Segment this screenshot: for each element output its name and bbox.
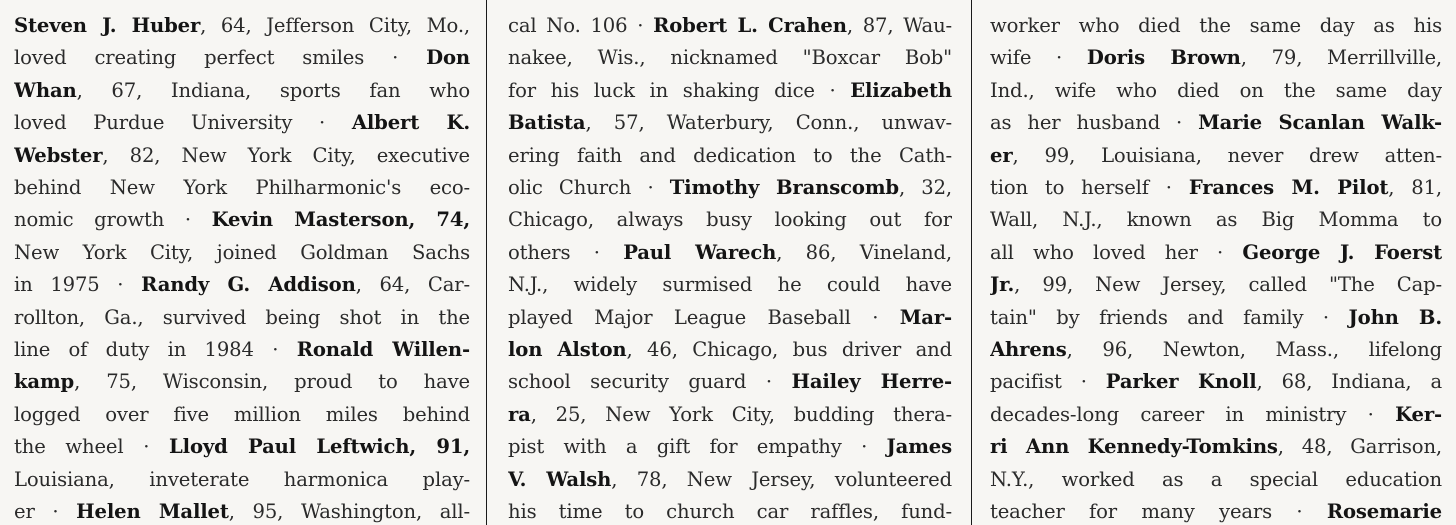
obituary-text: for his luck in shaking dice · [508,78,851,102]
obituary-text: , 25, New York City, budding thera- [530,402,952,426]
text-line [14,139,470,172]
text-line [990,301,1442,334]
obituary-name: George J. Foerst [1242,240,1442,264]
text-line [990,139,1442,172]
text-line [990,74,1442,107]
text-line [508,106,952,139]
obituary-text: as her husband · [990,111,1199,135]
obituary-text: rollton, Ga., survived being shot in the [14,305,470,329]
text-line [990,268,1442,301]
text-line [14,333,470,366]
text-line [14,74,470,107]
obituary-name: Lloyd Paul Leftwich, 91, [169,435,470,459]
text-line [14,9,470,42]
obituary-name: Frances M. Pilot [1188,176,1389,199]
obituary-name: Steven J. Huber [14,14,201,37]
obituary-text: , 32, [898,176,952,199]
obituary-text: Wall, N.J., known as Big Momma to [990,208,1442,232]
text-line [508,74,952,107]
obituary-text: logged over five million miles behind [14,402,470,426]
obituary-text: pacifist · [990,370,1106,394]
obituary-name: Helen Mallet [76,500,229,523]
obituary-name: V. Walsh [508,467,612,491]
obituary-text: others · [508,240,624,264]
obituary-text: his time to church car raffles, fund- [508,500,952,523]
obituary-name: Elizabeth [850,78,952,102]
obituary-name: Jr. [990,273,1015,297]
obituary-text: school security guard · [508,370,792,394]
text-line [14,495,470,525]
obituary-text: , 82, New York City, executive [102,143,470,167]
obituary-text: pist with a gift for empathy · [508,435,887,459]
text-line [990,171,1442,204]
text-line [990,365,1442,398]
obituary-text: Chicago, always busy looking out for [508,208,952,232]
obituary-text: line of duty in 1984 · [14,338,297,361]
obituary-text: tion to herself · [990,176,1189,199]
text-line [14,203,470,236]
obituary-name: Randy G. Addison [141,273,356,297]
obituary-text: nomic growth · [14,208,212,232]
obituary-text: , 78, New Jersey, volunteered [611,467,952,491]
text-line [508,398,952,431]
obituary-name: Paul Warech [623,240,777,264]
obituary-text: , 79, Merrillville, [1240,46,1442,70]
obituary-text: played Major League Baseball · [508,305,900,329]
obituary-text: tain" by friends and family · [990,305,1349,329]
text-line [14,41,470,74]
text-line [990,463,1442,496]
obituary-name: Ronald Willen- [296,338,470,361]
obituary-text: , 86, Vineland, [776,240,952,264]
obituary-column-2 [508,0,952,525]
obituary-text: loved Purdue University · [14,111,352,135]
obituary-text: , 95, Washington, all- [228,500,470,523]
obituary-text: , 81, [1388,176,1442,199]
obituary-name: Ker- [1395,402,1442,426]
obituary-name: Doris Brown [1086,46,1241,70]
obituary-text: loved creating perfect smiles · [14,46,427,70]
obituary-name: Marie Scanlan Walk- [1198,111,1442,135]
obituary-name: Timothy Branscomb [669,176,899,199]
text-line [14,268,470,301]
text-line [990,106,1442,139]
obituary-text: , 46, Chicago, bus driver and [626,338,952,361]
text-line [508,9,952,42]
obituary-name: Rosemarie [1326,500,1442,523]
obituary-name: ra [508,402,531,426]
obituary-name: Albert K. [351,111,470,135]
text-line [990,203,1442,236]
text-line [14,463,470,496]
obituary-text: all who loved her · [990,240,1243,264]
text-line [990,9,1442,42]
obituary-name: Batista [508,111,586,135]
obituary-name: kamp [14,370,75,394]
text-line [508,301,952,334]
text-line [508,268,952,301]
obituary-name: James [886,435,952,459]
obituary-text: er · [14,500,77,523]
obituary-text: teacher for many years · [990,500,1327,523]
obituary-name: Parker Knoll [1105,370,1257,394]
text-line [14,301,470,334]
obituary-text: , 99, Louisiana, never drew atten- [1012,143,1442,167]
obituary-name: Don [426,46,470,70]
obituary-text: Louisiana, inveterate harmonica play- [14,467,470,491]
obituary-name: Kevin Masterson, 74, [211,208,470,232]
obituary-name: Ahrens [990,338,1067,361]
text-line [14,365,470,398]
text-line [14,171,470,204]
obituary-text: , 75, Wisconsin, proud to have [74,370,470,394]
obituary-text: , 64, Car- [355,273,470,297]
obituary-text: nakee, Wis., nicknamed "Boxcar Bob" [508,46,952,70]
obituary-name: Hailey Herre- [791,370,952,394]
obituary-name: John B. [1348,305,1442,329]
obituary-name: lon Alston [508,338,627,361]
obituary-text: ering faith and dedication to the Cath- [508,143,952,167]
text-line [990,495,1442,525]
obituary-text: cal No. 106 · [508,14,654,37]
obituary-name: Robert L. Crahen [653,14,847,37]
text-line [508,139,952,172]
obituary-text: Ind., wife who died on the same day [990,78,1442,102]
obituary-name: Webster [14,143,103,167]
text-line [14,398,470,431]
obituary-text: , 87, Wau- [846,14,952,37]
obituary-text: in 1975 · [14,273,142,297]
obituary-name: ri Ann Kennedy-Tomkins [990,435,1278,459]
text-line [990,41,1442,74]
text-line [14,236,470,269]
obituary-text: decades-long career in ministry · [990,402,1396,426]
obituary-text: N.Y., worked as a special education [990,467,1442,491]
obituary-text: , 99, New Jersey, called "The Cap- [1014,273,1442,297]
text-line [990,398,1442,431]
obituary-text: , 96, Newton, Mass., lifelong [1066,338,1442,361]
text-line [508,203,952,236]
text-line [14,106,470,139]
text-line [990,333,1442,366]
text-line [508,41,952,74]
column-rule-1 [486,0,487,525]
text-line [508,171,952,204]
text-line [508,430,952,463]
text-line [990,430,1442,463]
column-rule-2 [971,0,972,525]
text-line [508,333,952,366]
obituary-text: N.J., widely surmised he could have [508,273,952,297]
obituary-text: , 57, Waterbury, Conn., unwav- [585,111,952,135]
obituary-name: Mar- [899,305,952,329]
text-line [508,463,952,496]
obituary-text: behind New York Philharmonic's eco- [14,176,470,199]
obituary-text: olic Church · [508,176,670,199]
obituary-column-3 [990,0,1442,525]
obituary-text: , 48, Garrison, [1277,435,1442,459]
obituary-text: , 64, Jefferson City, Mo., [200,14,470,37]
text-line [990,236,1442,269]
obituary-text: wife · [990,46,1087,70]
obituary-column-1 [14,0,470,525]
obituary-text: , 68, Indiana, a [1256,370,1442,394]
obituary-name: Whan [14,78,77,102]
obituary-text: worker who died the same day as his [990,14,1442,37]
text-line [14,430,470,463]
obituary-text: , 67, Indiana, sports fan who [76,78,470,102]
text-line [508,236,952,269]
obituary-name: er [990,143,1013,167]
text-line [508,365,952,398]
obituary-text: the wheel · [14,435,170,459]
text-line [508,495,952,525]
obituary-text: New York City, joined Goldman Sachs [14,240,470,264]
